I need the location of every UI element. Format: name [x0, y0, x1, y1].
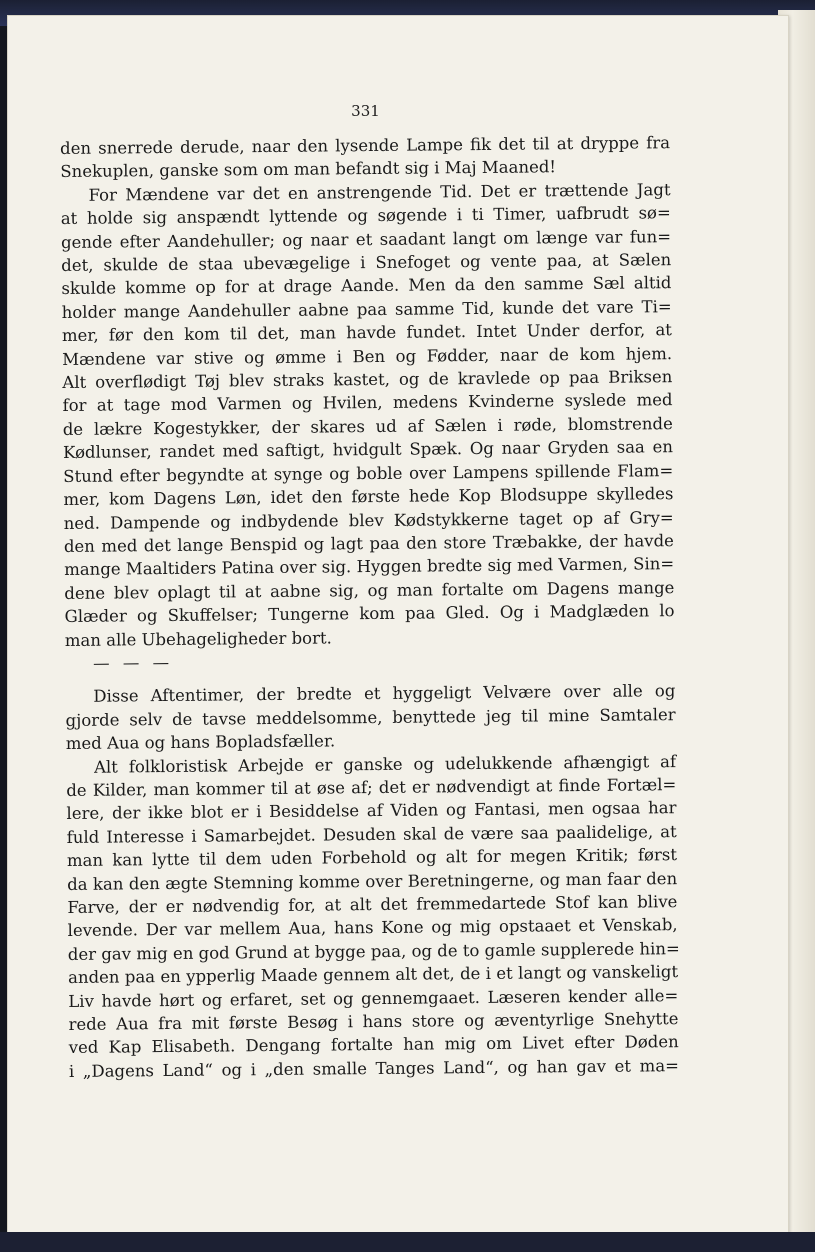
text-line: gende efter Aandehuller; og naar et saadant langt om længe var fun= — [60, 226, 672, 252]
text-line: For Mændene var det en anstrengende Tid. Det er trættende Jagt — [88, 179, 671, 205]
paragraph-2 — [60, 178, 674, 652]
text-line: man alle Ubehageligheder bort. — [64, 627, 332, 650]
paragraph-4 — [66, 750, 679, 1084]
text-line: man kan lytte til dem uden Forbehold og alt for megen Kritik; først — [66, 845, 678, 871]
text-line: Farve, der er nødvendig for, at alt det fremmedartede Stof kan blive — [67, 892, 678, 917]
book-page — [8, 16, 788, 1234]
text-line: Liv havde hørt og erfaret, set og gennemgaaet. Læseren kender alle= — [68, 985, 679, 1011]
text-line: gjorde selv de tavse meddelsomme, benyttede jeg til mine Samtaler — [65, 704, 676, 730]
text-line: i „Dagens Land“ og i „den smalle Tanges Land“, og han gav et ma= — [68, 1055, 680, 1081]
section-separator: — — — — [92, 652, 174, 673]
page-body-text — [60, 131, 679, 1083]
text-line: skulde komme op for at drage Aande. Men da den samme Sæl altid — [61, 273, 672, 299]
text-line: ved Kap Elisabeth. Dengang fortalte han mig om Livet efter Døden — [68, 1032, 679, 1058]
text-line: de lækre Kogestykker, der skares ud af Sælen i røde, blomstrende — [62, 414, 673, 439]
text-line: mange Maaltiders Patina over sig. Hyggen bredte sig med Varmen, Sin= — [64, 554, 675, 580]
text-line: holder mange Aandehuller aabne paa samme Tid, kunde det vare Ti= — [61, 296, 672, 322]
text-line: Mændene var stive og ømme i Ben og Fødder, naar de kom hjem. — [62, 343, 673, 369]
text-line: Stund efter begyndte at synge og boble over Lampens spillende Flam= — [63, 460, 674, 486]
text-line: ned. Dampende og indbydende blev Kødstykkerne taget op af Gry= — [63, 507, 674, 533]
text-line: med Aua og hans Bopladsfæller. — [65, 731, 336, 754]
text-line: for at tage mod Varmen og Hvilen, medens Kvinderne syslede med — [62, 390, 673, 416]
text-line: den snerrede derude, naar den lysende Lampe fik det til at dryppe fra — [60, 133, 671, 158]
text-line: Alt overflødigt Tøj blev straks kastet, og de kravlede op paa Briksen — [62, 367, 673, 393]
text-line: levende. Der var mellem Aua, hans Kone og mig opstaaet et Venskab, — [67, 915, 678, 941]
paragraph-3 — [65, 679, 676, 755]
paragraph-1 — [60, 131, 670, 184]
text-line: mer, kom Dagens Løn, idet den første hede Kop Blodsuppe skylledes — [63, 484, 674, 510]
text-line: Snekuplen, ganske som om man befandt sig i Maj Maaned! — [60, 157, 557, 182]
text-line: Glæder og Skuffelser; Tungerne kom paa Gled. Og i Madglæden lo — [64, 601, 675, 627]
text-line: der gav mig en god Grund at bygge paa, og de to gamle supplerede hin= — [67, 938, 680, 964]
text-line: fuld Interesse i Samarbejdet. Desuden skal de være saa paalidelige, at — [66, 821, 677, 847]
text-line: dene blev oplagt til at aabne sig, og man fortalte om Dagens mange — [64, 577, 675, 603]
text-line: Kødlunser, randet med saftigt, hvidgult Spæk. Og naar Gryden saa en — [62, 437, 674, 463]
text-line: det, skulde de staa ubevægelige i Snefoget og vente paa, at Sælen — [61, 250, 672, 276]
text-line: anden paa en ypperlig Maade gennem alt det, de i et langt og vanskeligt — [67, 962, 679, 988]
page-number: 331 — [351, 102, 380, 120]
text-line: Alt folkloristisk Arbejde er ganske og udelukkende afhængigt af — [93, 751, 677, 777]
text-line: rede Aua fra mit første Besøg i hans store og æventyrlige Snehytte — [68, 1009, 679, 1034]
text-line: lere, der ikke blot er i Besiddelse af Viden og Fantasi, men ogsaa har — [66, 798, 677, 824]
text-line: Disse Aftentimer, der bredte et hyggeligt Velvære over alle og — [93, 681, 676, 707]
text-line: da kan den ægte Stemning komme over Beretningerne, og man faar den — [67, 868, 678, 894]
text-line: mer, før den kom til det, man havde fundet. Intet Under derfor, at — [61, 320, 672, 346]
book-binding-bottom — [0, 1232, 815, 1252]
text-line: de Kilder, man kommer til at øse af; det er nødvendigt at finde Fortæl= — [66, 775, 677, 800]
text-line: den med det lange Benspid og lagt paa den store Træbakke, der havde — [63, 531, 674, 556]
text-line: at holde sig anspændt lyttende og søgende i ti Timer, uafbrudt sø= — [60, 203, 671, 229]
